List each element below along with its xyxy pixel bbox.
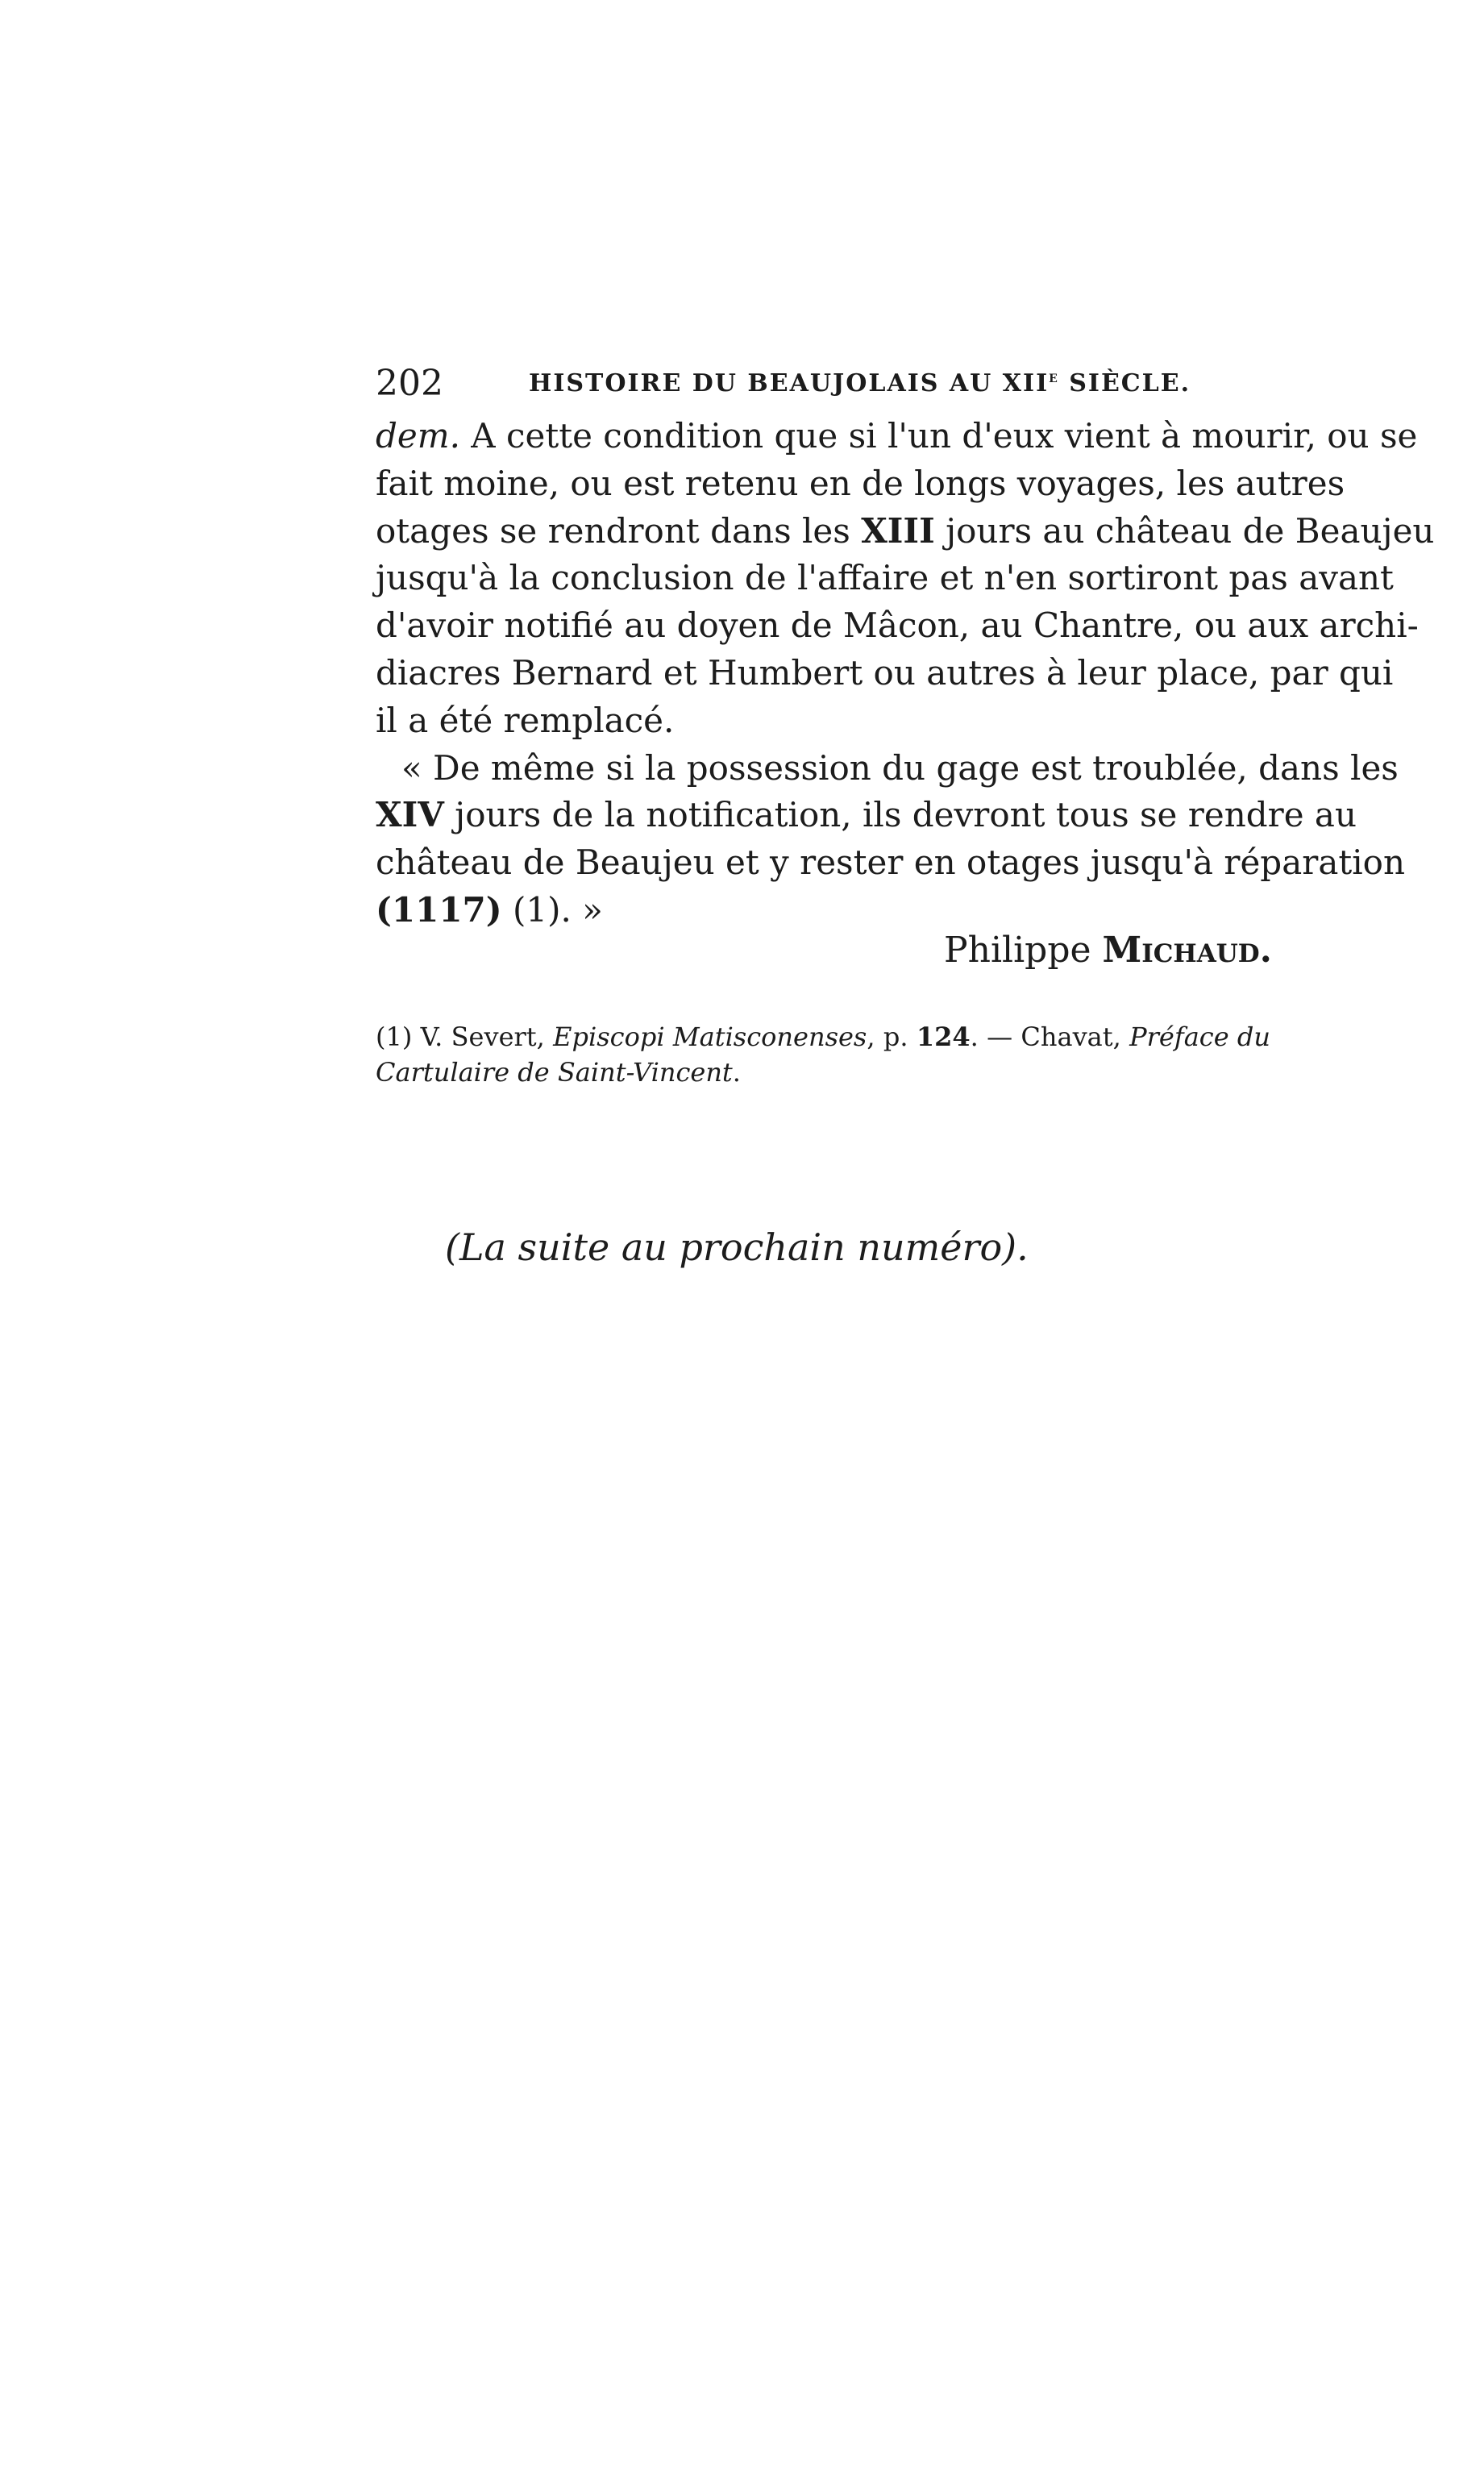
- roman-numeral: XIII: [861, 510, 935, 551]
- text-line: d'avoir notifié au doyen de Mâcon, au Chantre, ou aux archi-: [376, 605, 1419, 646]
- paragraph-2: [376, 745, 1406, 934]
- running-head: [529, 369, 1191, 397]
- text-line: dem. A cette condition que si l'un d'eux vient à mourir, ou se: [376, 416, 1418, 456]
- text-line: otages se rendront dans les XIII jours au château de Beaujeu: [376, 510, 1435, 551]
- continuation-note: (La suite au prochain numéro).: [445, 1225, 1029, 1269]
- page-number: 202: [376, 363, 443, 404]
- page-header: [376, 363, 1270, 408]
- body-text: [376, 413, 1435, 934]
- running-head-superscript: e: [1049, 368, 1059, 386]
- footnote: [376, 1019, 1270, 1090]
- text-line: jusqu'à la conclusion de l'affaire et n'en sortiront pas avant: [376, 558, 1394, 598]
- footnote-line: Cartulaire de Saint-Vincent.: [376, 1057, 741, 1088]
- paragraph-1: [376, 413, 1435, 745]
- running-head-main: HISTOIRE DU BEAUJOLAIS AU XII: [529, 369, 1050, 397]
- text-line: fait moine, ou est retenu en de longs voyages, les autres: [376, 463, 1345, 503]
- text-line: « De même si la possession du gage est troublée, dans les: [401, 747, 1399, 788]
- italic-word: dem.: [376, 416, 460, 456]
- text-line: (1117) (1). »: [376, 889, 603, 930]
- text-line: château de Beaujeu et y rester en otages jusqu'à réparation: [376, 843, 1406, 883]
- author-signature: Philippe Michaud.: [944, 930, 1272, 971]
- running-head-tail: SIÈCLE.: [1058, 369, 1191, 397]
- text-line: il a été remplacé.: [376, 700, 675, 740]
- year: (1117): [376, 889, 502, 930]
- footnote-line: (1) V. Severt, Episcopi Matisconenses, p. 124. — Chavat, Préface du: [376, 1021, 1271, 1052]
- roman-numeral: XIV: [376, 795, 444, 835]
- text-line: diacres Bernard et Humbert ou autres à leur place, par qui: [376, 652, 1394, 693]
- text-line: XIV jours de la notification, ils devront tous se rendre au: [376, 795, 1357, 835]
